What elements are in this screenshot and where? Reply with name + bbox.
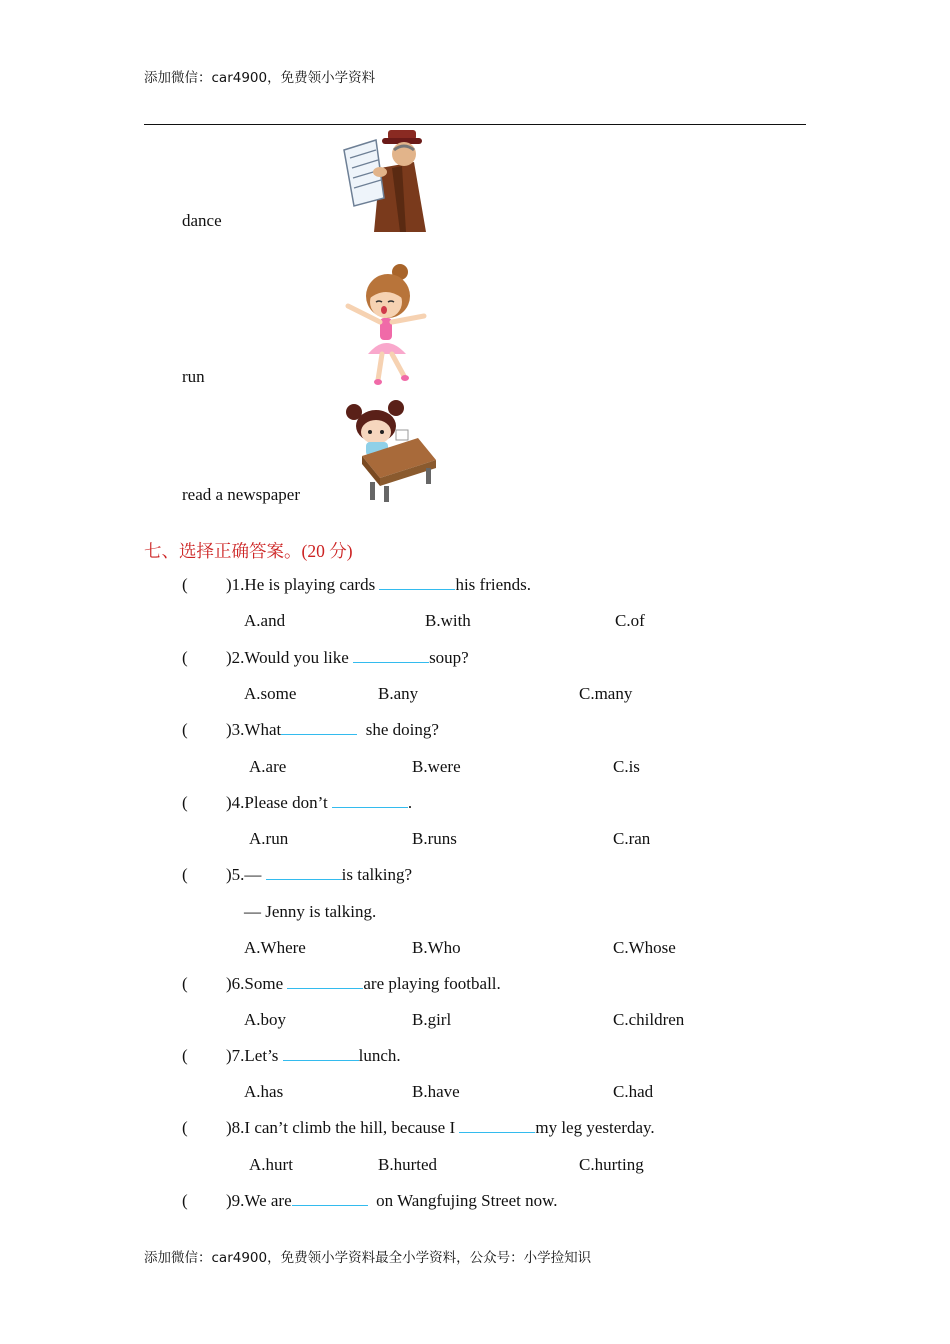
question-8: ( )8.I can’t climb the hill, because I my leg yesterday. xyxy=(182,1118,655,1137)
answer-blank[interactable] xyxy=(459,1118,535,1133)
option-b: B.with xyxy=(425,611,471,630)
answer-line: — Jenny is talking. xyxy=(244,902,377,921)
option-b: B.hurted xyxy=(378,1155,438,1174)
option-a: A.has xyxy=(244,1082,284,1101)
answer-blank[interactable] xyxy=(332,793,408,808)
page-footer: 添加微信：car4900，免费领小学资料最全小学资料，公众号：小学捡知识 xyxy=(144,1250,592,1266)
option-c: C.Whose xyxy=(613,938,676,957)
option-b: B.Who xyxy=(412,938,461,957)
word-read-newspaper: read a newspaper xyxy=(182,485,300,504)
question-4: ( )4.Please don’t . xyxy=(182,793,413,812)
option-c: C.many xyxy=(579,684,633,703)
answer-blank[interactable] xyxy=(287,974,363,989)
question-3: ( )3.What she doing? xyxy=(182,720,439,739)
question-1: ( )1.He is playing cards his friends. xyxy=(182,575,531,594)
man-reading-newspaper-image xyxy=(340,128,430,232)
option-c: C.hurting xyxy=(579,1155,644,1174)
option-c: C.is xyxy=(613,757,640,776)
option-b: B.any xyxy=(378,684,419,703)
word-run: run xyxy=(182,367,205,386)
option-a: A.some xyxy=(244,684,297,703)
option-b: B.runs xyxy=(412,829,457,848)
option-b: B.were xyxy=(412,757,461,776)
dancing-girl-image xyxy=(340,262,432,386)
option-a: A.boy xyxy=(244,1010,287,1029)
answer-blank[interactable] xyxy=(283,1046,359,1061)
option-a: A.hurt xyxy=(249,1155,293,1174)
option-c: C.ran xyxy=(613,829,651,848)
girl-at-desk-image xyxy=(340,398,440,504)
answer-blank[interactable] xyxy=(292,1191,368,1206)
option-c: C.had xyxy=(613,1082,654,1101)
option-a: A.Where xyxy=(244,938,306,957)
question-6: ( )6.Some are playing football. xyxy=(182,974,501,993)
question-5: ( )5.— is talking? xyxy=(182,865,413,884)
question-7: ( )7.Let’s lunch. xyxy=(182,1046,401,1065)
option-a: A.are xyxy=(249,757,287,776)
section-title: 七、选择正确答案。(20 分) xyxy=(144,541,353,561)
option-b: B.have xyxy=(412,1082,460,1101)
option-c: C.of xyxy=(615,611,645,630)
question-9: ( )9.We are on Wangfujing Street now. xyxy=(182,1191,558,1210)
answer-blank[interactable] xyxy=(281,720,357,735)
page-header: 添加微信：car4900，免费领小学资料 xyxy=(144,70,376,86)
option-a: A.and xyxy=(244,611,286,630)
answer-blank[interactable] xyxy=(379,575,455,590)
answer-blank[interactable] xyxy=(266,865,342,880)
word-dance: dance xyxy=(182,211,222,230)
option-c: C.children xyxy=(613,1010,685,1029)
question-2: ( )2.Would you like soup? xyxy=(182,648,469,667)
option-a: A.run xyxy=(249,829,289,848)
answer-blank[interactable] xyxy=(353,648,429,663)
option-b: B.girl xyxy=(412,1010,452,1029)
header-rule xyxy=(144,124,806,125)
